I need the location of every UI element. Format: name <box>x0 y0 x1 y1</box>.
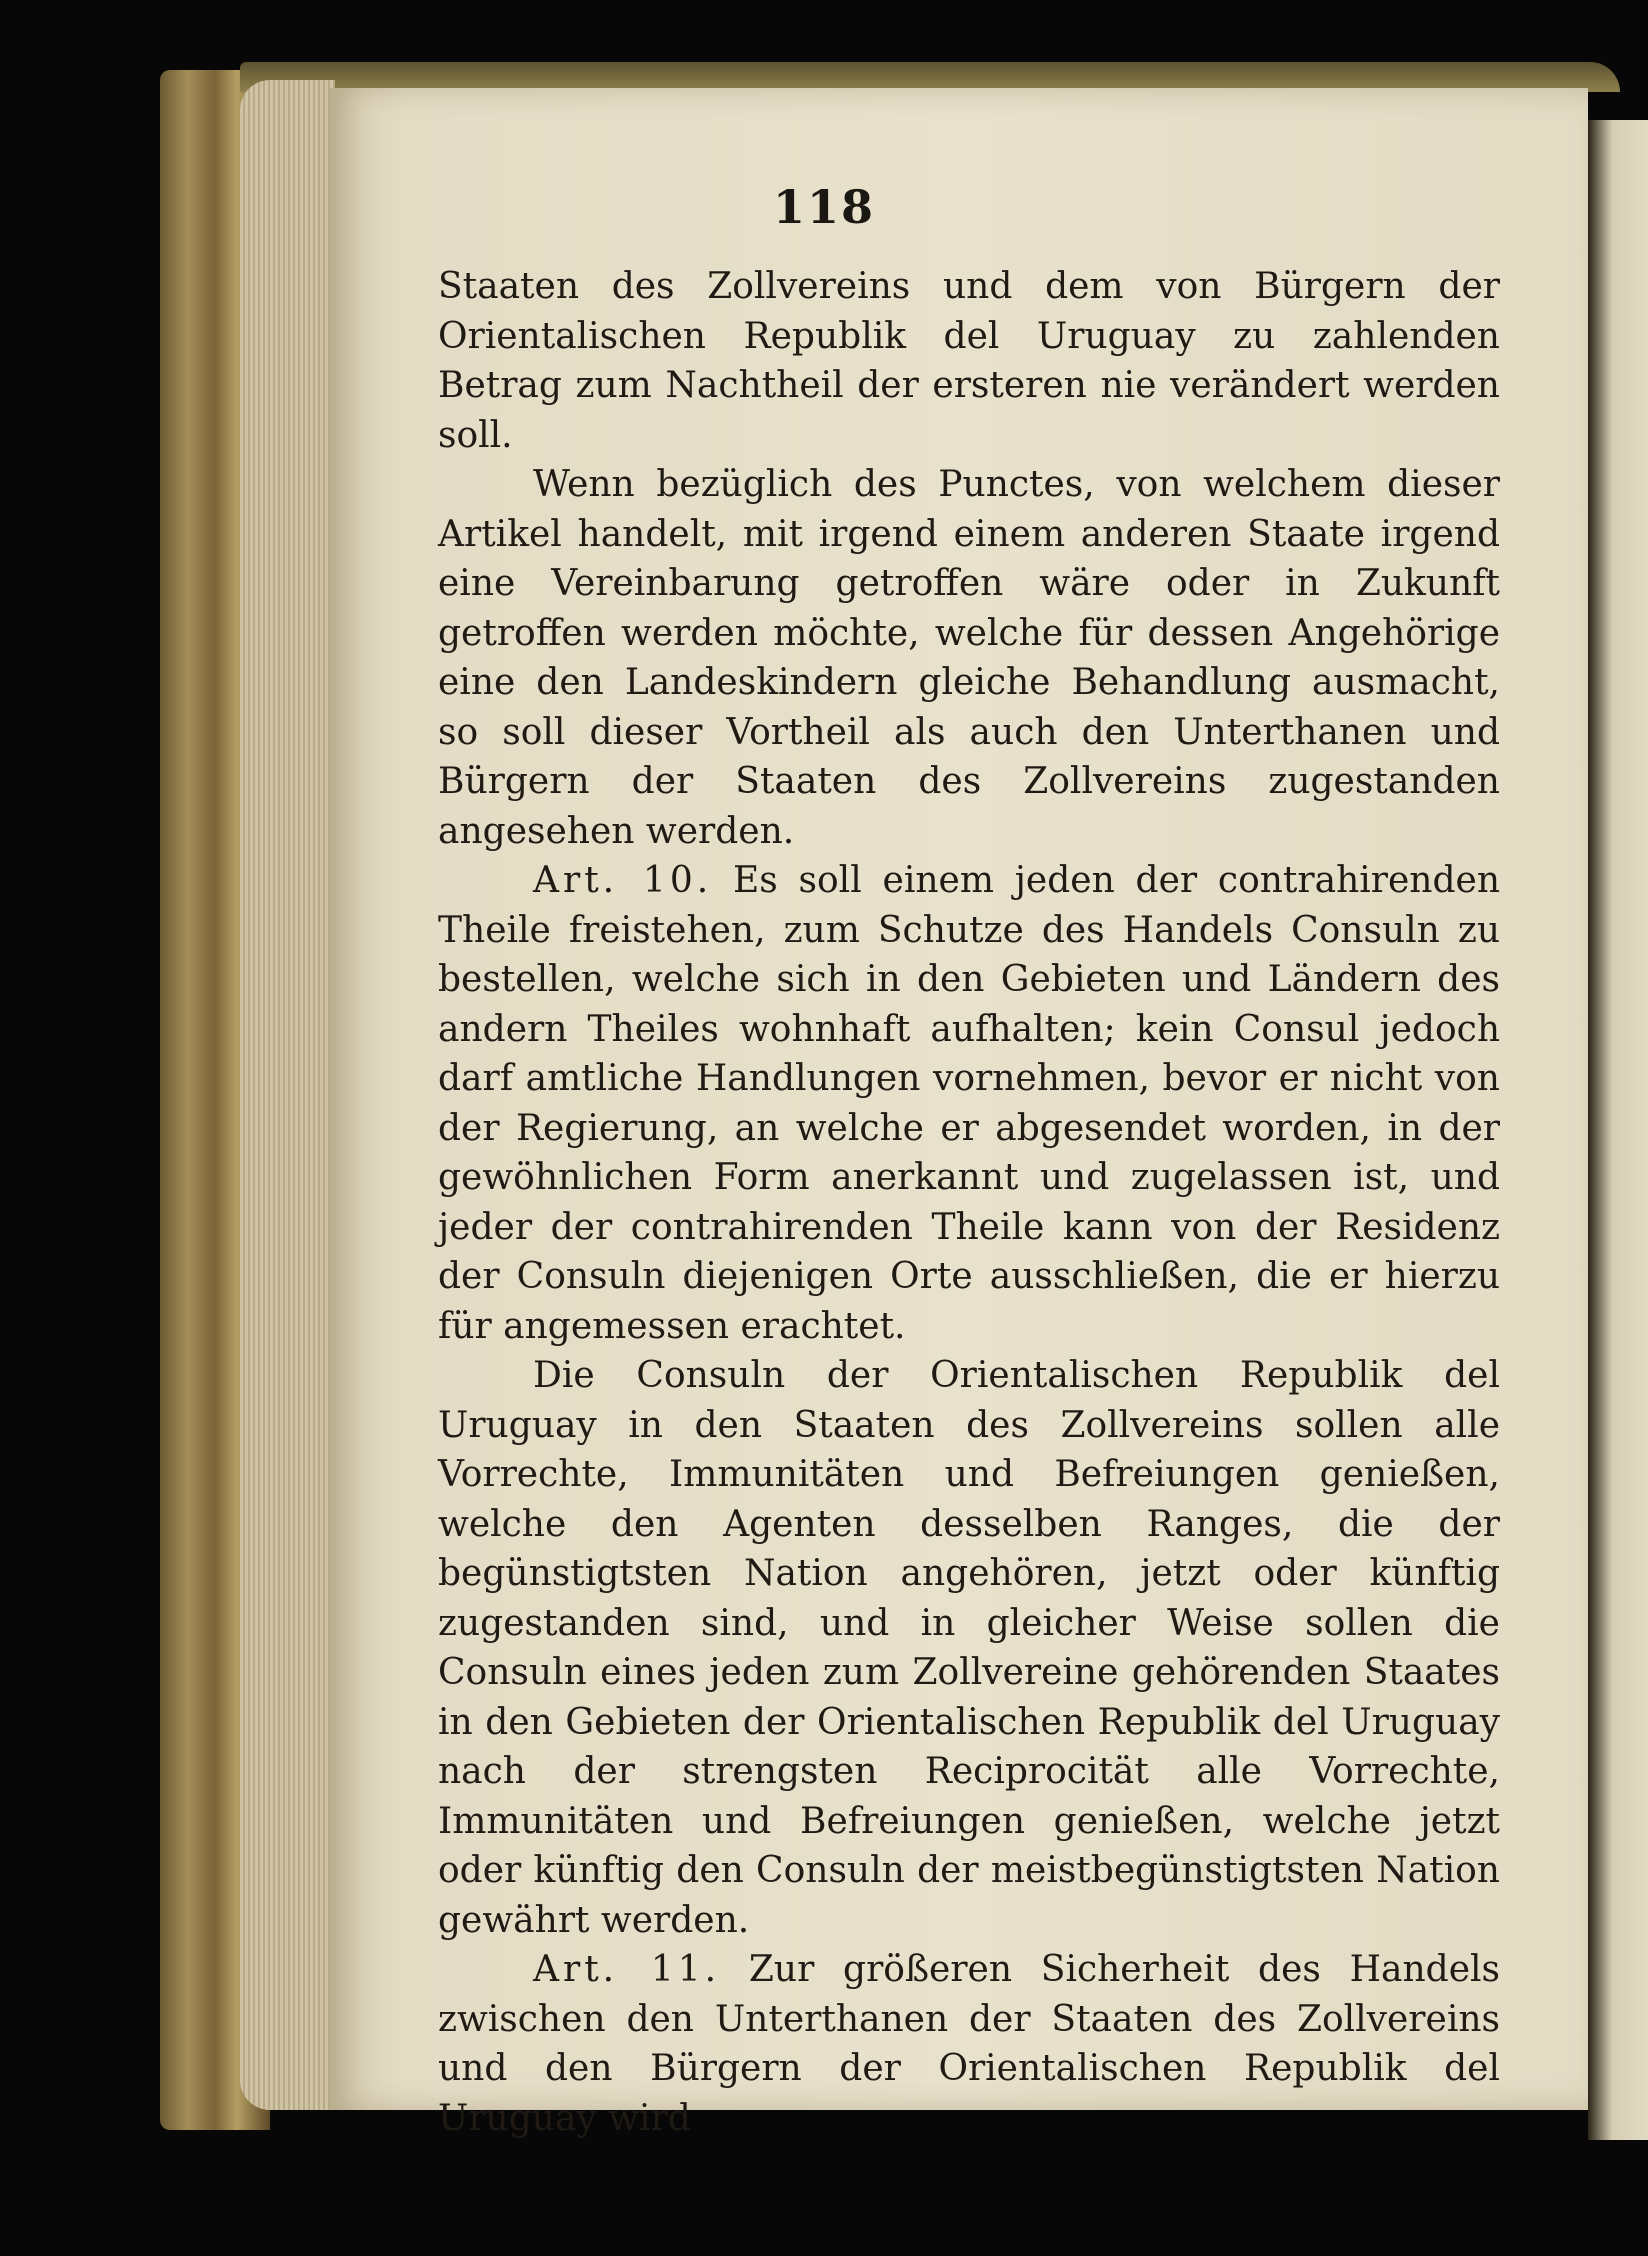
paragraph: Wenn bezüglich des Punctes, von welchem dieser Artikel handelt, mit irgend einem anderen Staate irgend eine Vereinbarung getroffen wäre oder in Zukunft getroffen werden möchte, welche für dessen Angehörige eine den Landeskindern gleiche Behandlung ausmacht, so soll dieser Vortheil als auch den Unterthanen und Bürgern der Staaten des Zollvereins zugestanden angesehen werden. <box>438 464 1500 852</box>
page-text <box>438 262 1500 2143</box>
article-label: Art. 11. <box>533 1949 721 1990</box>
paragraph: Die Consuln der Orientalischen Republik del Uruguay in den Staaten des Zollvereins sollen alle Vorrechte, Immunitäten und Befreiungen genießen, welche den Agenten desselben Ranges, die der begünstigtsten Nation angehören, jetzt oder künftig zugestanden sind, und in gleicher Weise sollen die Consuln eines jeden zum Zollvereine gehörenden Staates in den Gebieten der Orientalischen Republik del Uruguay nach der strengsten Reciprocität alle Vorrechte, Immunitäten und Befreiungen genießen, welche jetzt oder künftig den Consuln der meistbegünstigtsten Nation gewährt werden. <box>438 1355 1500 1941</box>
article-text: Zur größeren Sicherheit des Handels zwischen den Unterthanen der Staaten des Zollvereins und den Bürgern der Orientalischen Republik del Uruguay wird <box>438 1949 1501 2139</box>
article-10-paragraph <box>438 856 1500 1351</box>
article-text: Es soll einem jeden der contrahirenden Theile freistehen, zum Schutze des Handels Consuln zu bestellen, welche sich in den Gebieten und Ländern des andern Theiles wohnhaft aufhalten; kein Consul jedoch darf amtliche Handlungen vornehmen, bevor er nicht von der Regierung, an welche er abgesendet worden, in der gewöhnlichen Form anerkannt und zugelassen ist, und jeder der contrahirenden Theile kann von der Residenz der Consuln diejenigen Orte ausschließen, die er hierzu für angemessen erachtet. <box>438 860 1501 1347</box>
page-number: 118 <box>772 180 876 234</box>
next-page-edge <box>1588 120 1648 2140</box>
page-edges <box>240 80 335 2110</box>
paragraph-continuation: Staaten des Zollvereins und dem von Bürgern der Orientalischen Republik del Uruguay zu zahlenden Betrag zum Nachtheil der ersteren nie verändert werden soll. <box>438 266 1500 456</box>
article-11-paragraph <box>438 1945 1500 2143</box>
article-label: Art. 10. <box>533 860 713 901</box>
